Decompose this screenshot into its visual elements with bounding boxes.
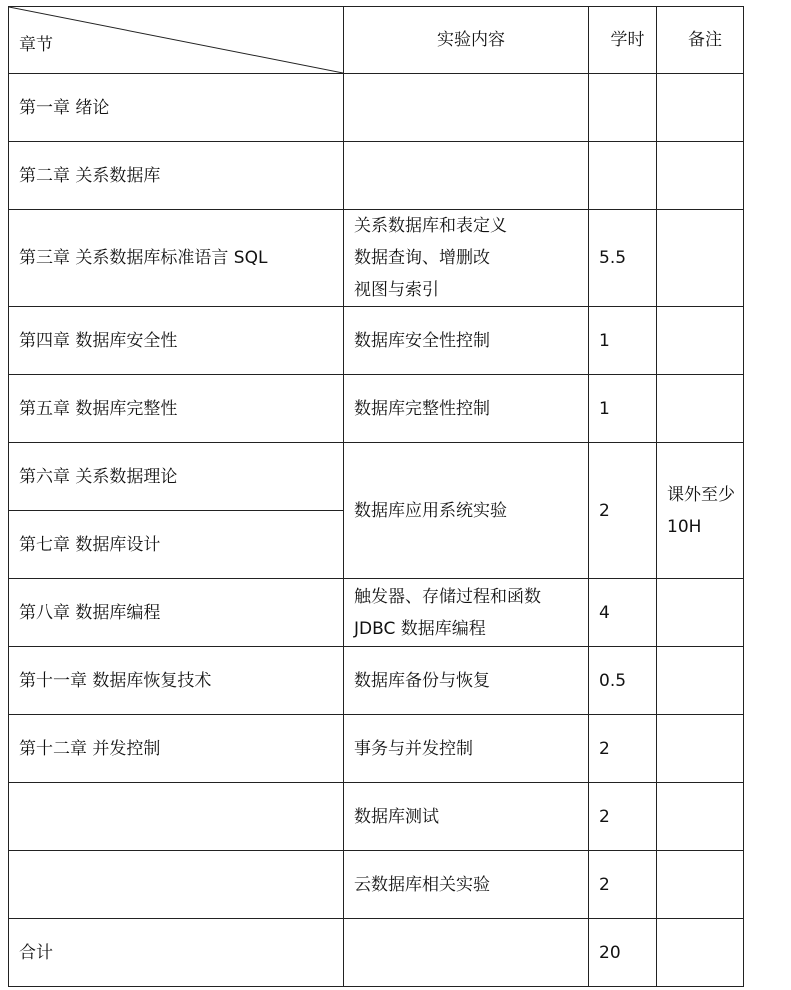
table-row bbox=[9, 307, 744, 375]
content-cell: 数据库安全性控制 bbox=[344, 307, 589, 375]
hours-cell: 5.5 bbox=[589, 210, 657, 307]
table-row bbox=[9, 443, 744, 511]
header-remarks: 备注 bbox=[657, 7, 744, 74]
chapter-cell: 第三章 关系数据库标准语言 SQL bbox=[9, 210, 344, 307]
hours-cell: 1 bbox=[589, 307, 657, 375]
hours-cell bbox=[589, 74, 657, 142]
remarks-cell bbox=[657, 307, 744, 375]
chapter-cell bbox=[9, 851, 344, 919]
remarks-cell bbox=[657, 74, 744, 142]
remarks-cell bbox=[657, 715, 744, 783]
remarks-cell bbox=[657, 919, 744, 987]
hours-cell: 2 bbox=[589, 715, 657, 783]
content-line: 触发器、存储过程和函数 bbox=[354, 586, 541, 607]
remarks-cell bbox=[657, 375, 744, 443]
remark-line: 10H bbox=[667, 516, 702, 537]
table-row bbox=[9, 579, 744, 647]
table-row bbox=[9, 647, 744, 715]
content-cell: 数据库测试 bbox=[344, 783, 589, 851]
remarks-cell bbox=[657, 783, 744, 851]
content-cell: 数据库应用系统实验 bbox=[344, 443, 589, 579]
remarks-cell bbox=[657, 210, 744, 307]
content-line: JDBC 数据库编程 bbox=[354, 618, 486, 639]
hours-cell: 2 bbox=[589, 783, 657, 851]
table-row bbox=[9, 715, 744, 783]
hours-cell: 2 bbox=[589, 443, 657, 579]
table-row bbox=[9, 74, 744, 142]
diagonal-divider bbox=[9, 7, 343, 73]
content-cell: 事务与并发控制 bbox=[344, 715, 589, 783]
total-content bbox=[344, 919, 589, 987]
chapter-cell: 第四章 数据库安全性 bbox=[9, 307, 344, 375]
chapter-cell: 第六章 关系数据理论 bbox=[9, 443, 344, 511]
content-line: 视图与索引 bbox=[354, 280, 439, 300]
chapter-cell: 第十二章 并发控制 bbox=[9, 715, 344, 783]
hours-cell bbox=[589, 142, 657, 210]
header-chapter-cell bbox=[9, 7, 344, 74]
total-label: 合计 bbox=[9, 919, 344, 987]
experiment-schedule-table bbox=[8, 6, 744, 987]
total-hours: 20 bbox=[589, 919, 657, 987]
content-line: 关系数据库和表定义 bbox=[354, 216, 507, 236]
content-cell bbox=[344, 142, 589, 210]
chapter-cell: 第一章 绪论 bbox=[9, 74, 344, 142]
content-cell bbox=[344, 579, 589, 647]
chapter-cell: 第十一章 数据库恢复技术 bbox=[9, 647, 344, 715]
content-cell: 云数据库相关实验 bbox=[344, 851, 589, 919]
table-row bbox=[9, 142, 744, 210]
chapter-cell bbox=[9, 783, 344, 851]
hours-cell: 2 bbox=[589, 851, 657, 919]
remarks-cell bbox=[657, 851, 744, 919]
hours-cell: 4 bbox=[589, 579, 657, 647]
content-cell: 数据库备份与恢复 bbox=[344, 647, 589, 715]
header-hours: 学时 bbox=[589, 7, 657, 74]
header-chapter: 章节 bbox=[19, 35, 53, 55]
hours-cell: 1 bbox=[589, 375, 657, 443]
header-content: 实验内容 bbox=[344, 7, 589, 74]
chapter-cell: 第二章 关系数据库 bbox=[9, 142, 344, 210]
remark-line: 课外至少 bbox=[667, 484, 735, 505]
table-row bbox=[9, 783, 744, 851]
remarks-cell bbox=[657, 443, 744, 579]
remarks-cell bbox=[657, 142, 744, 210]
hours-cell: 0.5 bbox=[589, 647, 657, 715]
table-row bbox=[9, 375, 744, 443]
remarks-cell bbox=[657, 647, 744, 715]
chapter-cell: 第五章 数据库完整性 bbox=[9, 375, 344, 443]
total-row bbox=[9, 919, 744, 987]
table-row bbox=[9, 851, 744, 919]
header-row bbox=[9, 7, 744, 74]
chapter-cell: 第七章 数据库设计 bbox=[9, 511, 344, 579]
chapter-cell: 第八章 数据库编程 bbox=[9, 579, 344, 647]
content-cell: 数据库完整性控制 bbox=[344, 375, 589, 443]
content-cell bbox=[344, 210, 589, 307]
table-row bbox=[9, 210, 744, 307]
content-cell bbox=[344, 74, 589, 142]
remarks-cell bbox=[657, 579, 744, 647]
content-line: 数据查询、增删改 bbox=[354, 248, 490, 268]
